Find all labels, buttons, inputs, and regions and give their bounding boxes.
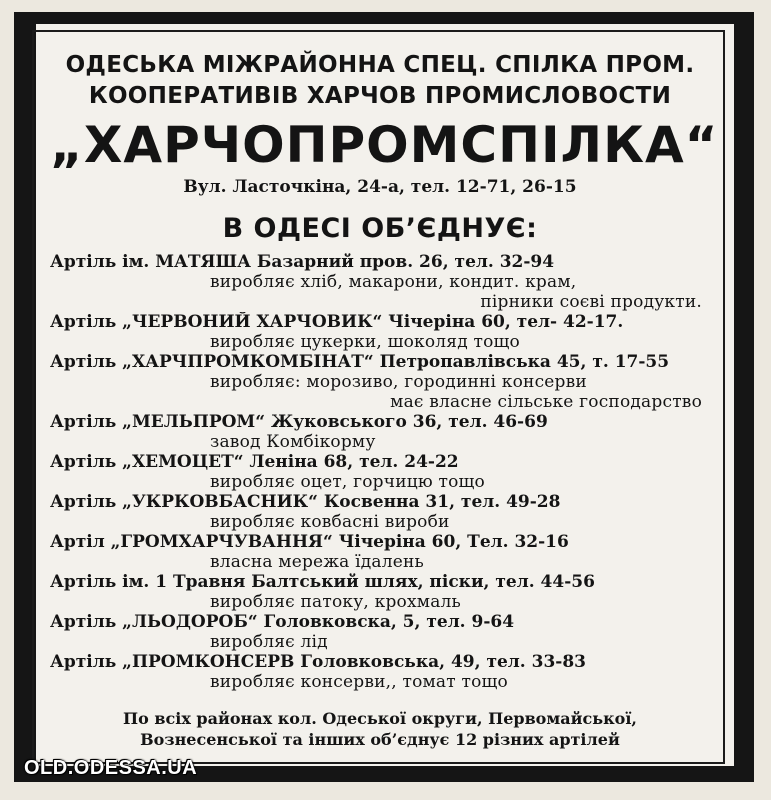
footer-note — [50, 708, 710, 750]
list-item — [50, 652, 710, 692]
header-line-2: КООПЕРАТИВІВ ХАРЧОВ ПРОМИСЛОВОСТИ — [88, 83, 672, 109]
artel-name: Артіль „ПРОМКОНСЕРВ Головковська, 49, тел. 33-83 — [50, 652, 586, 672]
artel-name: Артіль „ЧЕРВОНИЙ ХАРЧОВИК“ Чічеріна 60, тел- 42-17. — [50, 312, 624, 332]
section-subtitle: В ОДЕСІ ОБ’ЄДНУЄ: — [222, 213, 538, 244]
watermark: OLD.ODESSA.UA — [24, 757, 198, 779]
list-item — [50, 252, 710, 312]
artel-name: Артіль „ХАРЧПРОМКОМБІНАТ“ Петропавлівська 45, т. 17-55 — [50, 352, 670, 372]
footer-line-2: Вознесенської та інших об’єднує 12 різних артілей — [140, 730, 620, 749]
artel-description: власна мережа їдалень — [210, 552, 424, 572]
artel-description: виробляє ковбасні вироби — [210, 512, 450, 532]
artel-name: Артіл „ГРОМХАРЧУВАННЯ“ Чічеріна 60, Тел. 32-16 — [50, 532, 569, 552]
artel-description: виробляє консерви,, томат тощо — [210, 672, 508, 692]
artel-description: виробляє цукерки, шоколяд тощо — [210, 332, 520, 352]
artel-description: виробляє патоку, крохмаль — [210, 592, 461, 612]
address-line: Вул. Ласточкіна, 24-а, тел. 12-71, 26-15 — [183, 177, 577, 197]
artel-description: завод Комбікорму — [210, 432, 376, 452]
artel-name: Артіль ім. МАТЯША Базарний пров. 26, тел. 32-94 — [50, 252, 555, 272]
list-item — [50, 572, 710, 612]
header-line-1: ОДЕСЬКА МІЖРАЙОННА СПЕЦ. СПІЛКА ПРОМ. — [65, 52, 695, 78]
list-item — [50, 412, 710, 452]
artel-name: Артіль „ЛЬОДОРОБ“ Головковска, 5, тел. 9-64 — [50, 612, 515, 632]
footer-line-1: По всіх районах кол. Одеської округи, Первомайської, — [123, 709, 637, 728]
artel-name: Артіль „УКРКОВБАСНИК“ Косвенна 31, тел. 49-28 — [50, 492, 561, 512]
list-item — [50, 352, 710, 412]
list-item — [50, 492, 710, 532]
artel-list — [50, 252, 710, 692]
list-item — [50, 312, 710, 352]
artel-description: виробляє: морозиво, городинні консерви — [210, 372, 587, 392]
artel-description: виробляє оцет, горчицю тощо — [210, 472, 485, 492]
artel-description: має власне сільське господарство — [390, 392, 702, 412]
artel-name: Артіль „МЕЛЬПРОМ“ Жуковського 36, тел. 46-69 — [50, 412, 548, 432]
list-item — [50, 452, 710, 492]
list-item — [50, 532, 710, 572]
artel-description: виробляє лід — [210, 632, 328, 652]
list-item — [50, 612, 710, 652]
artel-description: виробляє хліб, макарони, кондит. крам, — [210, 272, 577, 292]
page-title: „ХАРЧОПРОМСПІЛКА“ — [50, 116, 719, 174]
artel-name: Артіль ім. 1 Травня Балтський шлях, піски, тел. 44-56 — [50, 572, 595, 592]
artel-name: Артіль „ХЕМОЦЕТ“ Леніна 68, тел. 24-22 — [50, 452, 459, 472]
artel-description: пірники соєві продукти. — [480, 292, 702, 312]
advertisement-content — [50, 50, 719, 750]
